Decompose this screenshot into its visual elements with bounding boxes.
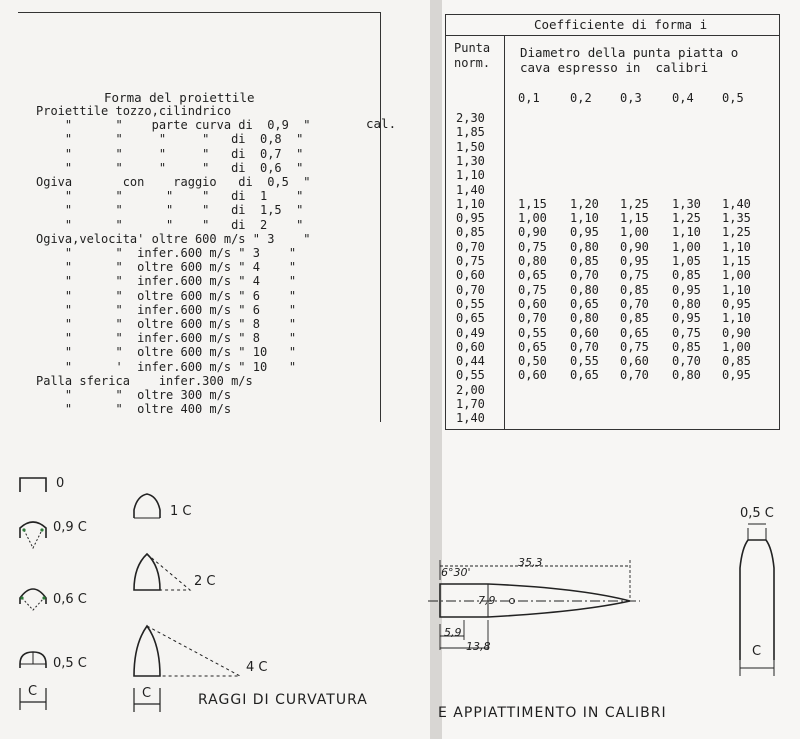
coefficient-cell: 0,85 [722, 354, 751, 369]
coefficient-cell: 0,70 [518, 311, 547, 326]
coefficient-cell: 0,85 [672, 268, 701, 283]
label-1c: 1 C [170, 504, 192, 519]
punta-cell: 1,50 [456, 139, 485, 154]
coefficient-cell: 0,90 [722, 325, 751, 340]
coefficient-cell: 0,80 [570, 311, 599, 326]
coefficient-cell: 0,95 [570, 225, 599, 240]
column-header: 0,1 [518, 91, 540, 105]
coefficient-cell: 0,60 [620, 354, 649, 369]
table-row: " ' infer.600 m/s " 10 " [36, 359, 297, 374]
coefficient-cell: 0,50 [518, 354, 547, 369]
diameter-header: Diametro della punta piatta o cava espresso in calibri [520, 45, 739, 75]
coefficient-cell: 0,90 [518, 225, 547, 240]
punta-cell: 2,00 [456, 382, 485, 397]
coefficient-cell: 0,75 [672, 325, 701, 340]
column-header: 0,3 [620, 91, 642, 105]
coefficient-cell: 0,85 [620, 311, 649, 326]
punta-cell: 0,55 [456, 296, 485, 311]
table-row: " " infer.600 m/s " 3 " [36, 246, 297, 260]
punta-cell: 0,65 [456, 311, 485, 326]
coefficient-cell: 1,25 [672, 211, 701, 226]
flat-nose-shape [20, 478, 46, 492]
bullet-profile-shape [440, 584, 630, 617]
coefficient-cell: 0,75 [518, 239, 547, 254]
label-06c: 0,6 C [53, 592, 87, 607]
coefficient-cell: 1,15 [620, 211, 649, 226]
ogive-2c-shape [134, 554, 160, 590]
coefficient-cell: 1,00 [518, 211, 547, 226]
coefficient-cell: 0,65 [518, 339, 547, 354]
table-row: " " " " di 0,7 " [36, 146, 304, 161]
ogive-1c-shape [134, 494, 160, 518]
column-header: 0,5 [722, 91, 744, 105]
dim-angle: 6°30' [441, 566, 471, 579]
coefficient-cell: 0,85 [672, 339, 701, 354]
table-row: " " oltre 400 m/s [36, 402, 232, 417]
column-header: 0,2 [570, 91, 592, 105]
coefficient-cell: 0,70 [672, 354, 701, 369]
label-0: 0 [56, 476, 65, 491]
table-row: " " infer.600 m/s " 8 " [36, 331, 297, 346]
coefficient-cell: 1,00 [620, 225, 649, 240]
coefficient-cell: 1,35 [722, 211, 751, 226]
punta-cell: 1,10 [456, 196, 485, 211]
punta-cell: 1,85 [456, 125, 485, 140]
coefficient-cell: 1,10 [672, 225, 701, 240]
coefficient-cell: 0,70 [620, 296, 649, 311]
coefficient-cell: 1,05 [672, 254, 701, 268]
coefficient-cell: 0,65 [570, 296, 599, 311]
coefficient-cell: 1,00 [722, 268, 751, 283]
coefficient-cell: 0,80 [570, 282, 599, 297]
coefficient-cell: 0,65 [570, 368, 599, 383]
dim-diameter: 7,9 [478, 594, 496, 607]
caliber-header: cal. [366, 116, 397, 131]
punta-cell: 0,55 [456, 368, 485, 383]
table-row: " " " " di 1 " [36, 189, 304, 204]
table-row: " " " " di 0,6 " [36, 160, 304, 175]
table-row: " " " " di 0,8 " [36, 132, 304, 147]
table-row: " " oltre 300 m/s [36, 388, 232, 402]
coefficient-cell: 0,90 [620, 239, 649, 254]
caption-curvature: RAGGI DI CURVATURA [198, 692, 368, 708]
label-09c: 0,9 C [53, 520, 87, 535]
coefficient-cell: 0,85 [570, 254, 599, 268]
table-row: Proiettile tozzo,cilindrico [36, 104, 232, 118]
coefficient-cell: 1,10 [570, 211, 599, 226]
coefficient-cell: 0,80 [672, 296, 701, 311]
table-title: Coefficiente di forma i [534, 17, 708, 32]
coefficient-cell: 0,80 [672, 368, 701, 383]
coefficient-cell: 0,60 [518, 296, 547, 311]
label-2c: 2 C [194, 574, 216, 589]
nose-06-shape [20, 589, 46, 604]
coefficient-cell: 1,00 [672, 239, 701, 254]
coefficient-cell: 1,15 [518, 196, 547, 211]
table-row: Ogiva con raggio di 0,5 " [36, 175, 311, 189]
dim-length: 35,3 [518, 556, 543, 569]
coefficient-cell: 0,95 [672, 311, 701, 326]
coefficient-cell: 0,95 [722, 296, 751, 311]
punta-cell: 1,10 [456, 168, 485, 183]
coefficient-cell: 1,30 [672, 196, 701, 211]
table-row: " " oltre 600 m/s " 10 " [36, 345, 297, 360]
table-row: " " infer.600 m/s " 4 " [36, 274, 297, 289]
coefficient-cell: 0,70 [570, 339, 599, 354]
punta-cell: 0,44 [456, 354, 485, 369]
punta-cell: 0,85 [456, 225, 485, 240]
coefficient-cell: 0,65 [620, 325, 649, 340]
flat-nose-bullet-shape [740, 540, 774, 660]
coefficient-cell: 0,60 [518, 368, 547, 383]
label-c-mid: C [142, 686, 152, 701]
table-row: Ogiva,velocita' oltre 600 m/s " 3 " [36, 231, 311, 246]
label-05c: 0,5 C [53, 656, 87, 671]
coefficient-cell: 1,10 [722, 239, 751, 254]
coefficient-cell: 1,20 [570, 196, 599, 211]
coefficient-cell: 0,75 [620, 268, 649, 283]
coefficient-cell: 0,75 [620, 339, 649, 354]
punta-cell: 2,30 [456, 111, 485, 125]
punta-cell: 1,40 [456, 411, 485, 426]
dim-cylinder: 13,8 [466, 640, 491, 653]
coefficient-cell: 1,00 [722, 339, 751, 354]
punta-cell: 0,60 [456, 339, 485, 354]
coefficient-cell: 0,65 [518, 268, 547, 283]
coefficient-cell: 0,85 [620, 282, 649, 297]
punta-cell: 0,70 [456, 239, 485, 254]
punta-cell: 0,95 [456, 211, 485, 226]
coefficient-cell: 1,25 [722, 225, 751, 240]
table-title: Forma del proiettile [104, 90, 255, 105]
punta-cell: 1,40 [456, 182, 485, 197]
punta-cell: 0,49 [456, 325, 485, 340]
column-header: 0,4 [672, 91, 694, 105]
table-row: " " " " di 2 " [36, 217, 304, 232]
coefficient-cell: 0,95 [620, 254, 649, 268]
coefficient-cell: 0,95 [672, 282, 701, 297]
coefficient-cell: 1,10 [722, 282, 751, 297]
coefficient-cell: 1,10 [722, 311, 751, 326]
coefficient-cell: 0,70 [570, 268, 599, 283]
coefficient-cell: 0,80 [518, 254, 547, 268]
label-c-left: C [28, 684, 38, 699]
punta-header: Punta norm. [454, 41, 491, 70]
table-row: " " parte curva di 0,9 " [36, 118, 311, 133]
coefficient-cell: 1,40 [722, 196, 751, 211]
coefficient-cell: 0,70 [620, 368, 649, 383]
coefficient-cell: 0,60 [570, 325, 599, 340]
punta-cell: 1,70 [456, 397, 485, 411]
punta-cell: 0,60 [456, 268, 485, 283]
label-4c: 4 C [246, 660, 268, 675]
coefficient-cell: 1,15 [722, 254, 751, 268]
coefficient-cell: 0,95 [722, 368, 751, 383]
coefficient-cell: 1,25 [620, 196, 649, 211]
dim-base: 5,9 [444, 626, 462, 639]
punta-cell: 0,75 [456, 254, 485, 268]
table-row: " " " " di 1,5 " [36, 203, 304, 218]
table-row: " " oltre 600 m/s " 6 " [36, 288, 297, 303]
coefficient-cell: 0,80 [570, 239, 599, 254]
table-row: Palla sferica infer.300 m/s [36, 373, 253, 388]
ogive-4c-shape [134, 626, 160, 676]
coefficient-cell: 0,75 [518, 282, 547, 297]
caption-flattening: E APPIATTIMENTO IN CALIBRI [438, 705, 667, 721]
coefficient-cell: 0,55 [518, 325, 547, 340]
label-flat-c: C [752, 644, 762, 659]
table-row: " " infer.600 m/s " 6 " [36, 302, 297, 317]
punta-cell: 0,70 [456, 282, 485, 297]
table-row: " " oltre 600 m/s " 4 " [36, 260, 297, 275]
label-flat-05c: 0,5 C [740, 506, 774, 521]
table-row: " " oltre 600 m/s " 8 " [36, 317, 297, 331]
coefficient-cell: 0,55 [570, 354, 599, 369]
punta-cell: 1,30 [456, 153, 485, 168]
